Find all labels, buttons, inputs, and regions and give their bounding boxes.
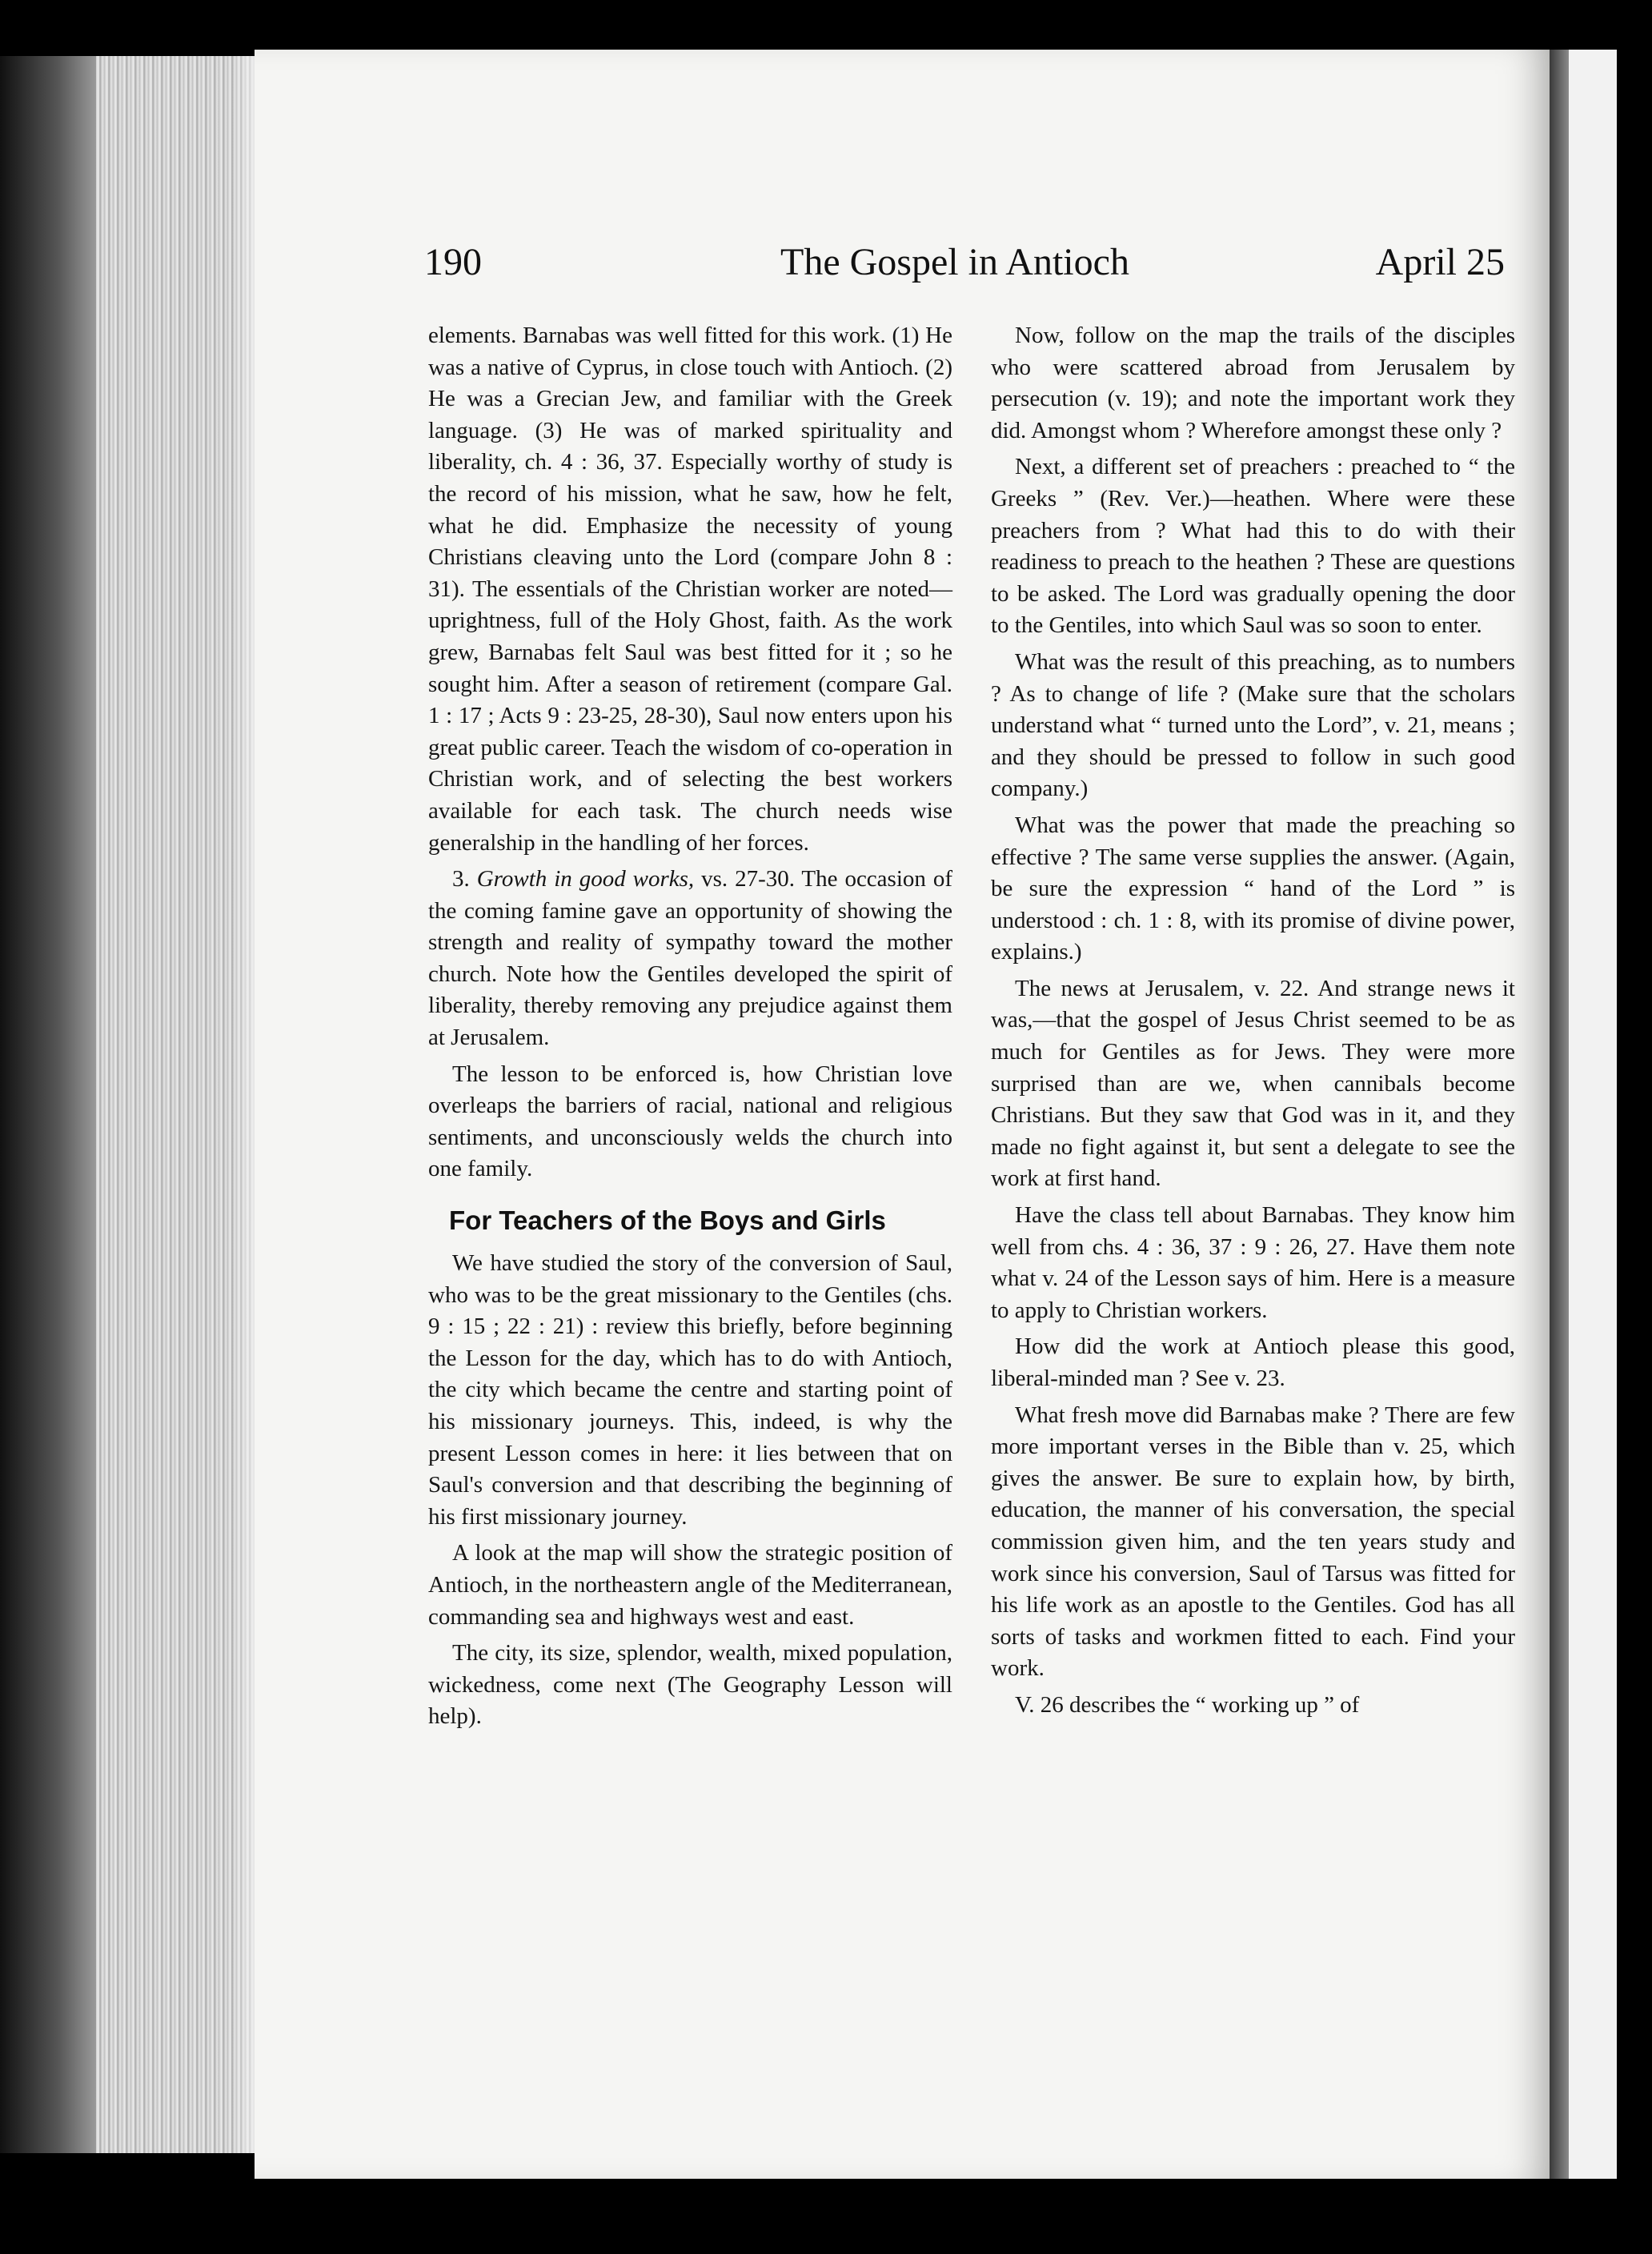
- paragraph: A look at the map will show the strategic position of Antioch, in the northeastern angle of the Mediterranean, commanding sea and highways west and east.: [428, 1540, 952, 1630]
- lesson-date: April 25: [1375, 241, 1505, 283]
- paragraph-text: vs. 27-30. The occasion of the coming famine gave an opportunity of showing the strength and reality of sympathy toward the mother church. Note how the Gentiles developed the spirit of liberality, thereby removing any prejudice against them at Jerusalem.: [428, 866, 952, 1051]
- paragraph: How did the work at Antioch please this good, liberal-minded man ? See v. 23.: [991, 1334, 1515, 1391]
- paragraph: We have studied the story of the conversion of Saul, who was to be the great missionary to the Gentiles (chs. 9 : 15 ; 22 : 21) : review this briefly, before beginning the Lesson for the day, which has to do with Antioch, the city which became the centre and starting point of his missionary journeys. This, indeed, is why the present Lesson comes in here: it lies between that on Saul's conversion and that describing the beginning of his first missionary journey.: [428, 1250, 952, 1530]
- left-column: [428, 320, 952, 1733]
- facing-page-edge: [1569, 50, 1617, 2179]
- section-heading: For Teachers of the Boys and Girls: [449, 1205, 886, 1236]
- paragraph: V. 26 describes the “ working up ” of: [1015, 1691, 1360, 1718]
- paragraph: Next, a different set of preachers : preached to “ the Greeks ” (Rev. Ver.)—heathen. Where were these preachers from ? What had this to do with their readiness to preach to the heathen ? These are questions to be asked. The Lord was gradually opening the door to the Gentiles, into which Saul was so soon to enter.: [991, 454, 1515, 639]
- paragraph: Have the class tell about Barnabas. They know him well from chs. 4 : 36, 37 : 9 : 26, 27. Have them note what v. 24 of the Lesson says of him. Here is a measure to apply to Christian workers.: [991, 1202, 1515, 1323]
- running-title: The Gospel in Antioch: [780, 241, 1129, 283]
- paragraph: What fresh move did Barnabas make ? There are few more important verses in the Bible than v. 25, which gives the answer. Be sure to explain how, by birth, education, the manner of his conversation, the special commission given him, and the ten years study and work since his conversion, Saul of Tarsus was fitted for his life work as an apostle to the Gentiles. God has all sorts of tasks and workmen fitted to each. Find your work.: [991, 1402, 1515, 1682]
- paragraph: The news at Jerusalem, v. 22. And strange news it was,—that the gospel of Jesus Christ seemed to be as much for Gentiles as for Jews. They were more surprised than are we, when cannibals become Christians. But they saw that God was in it, and they made no fight against it, but sent a delegate to see the work at first hand.: [991, 975, 1515, 1192]
- list-number: 3.: [452, 866, 477, 892]
- italic-heading: Growth in good works,: [476, 866, 695, 892]
- book-spine-shadow: [0, 56, 96, 2153]
- running-header: [424, 240, 1505, 304]
- paragraph: elements. Barnabas was well fitted for this work. (1) He was a native of Cyprus, in close touch with Antioch. (2) He was a Grecian Jew, and familiar with the Greek language. (3) He was of marked spirituality and liberality, ch. 4 : 36, 37. Especially worthy of study is the record of his mission, what he saw, how he felt, what he did. Emphasize the necessity of young Christians cleaving unto the Lord (compare John 8 : 31). The essentials of the Christian worker are noted—uprightness, full of the Holy Ghost, faith. As the work grew, Barnabas felt Saul was best fitted for it ; so he sought him. After a season of retirement (compare Gal. 1 : 17 ; Acts 9 : 23-25, 28-30), Saul now enters upon his great public career. Teach the wisdom of co-operation in Christian work, and of selecting the best workers available for each task. The church needs wise generalship in the handling of her forces.: [428, 323, 952, 856]
- paragraph: The city, its size, splendor, wealth, mixed population, wickedness, come next (The Geography Lesson will help).: [428, 1640, 952, 1730]
- page-edge-stack: [96, 56, 264, 2153]
- paragraph: Now, follow on the map the trails of the disciples who were scattered abroad from Jerusalem by persecution (v. 19); and note the important work they did. Amongst whom ? Wherefore amongst these only ?: [991, 323, 1515, 443]
- paragraph: The lesson to be enforced is, how Christian love overleaps the barriers of racial, national and religious sentiments, and unconsciously welds the church into one family.: [428, 1061, 952, 1182]
- page-number: 190: [424, 241, 482, 283]
- paragraph: [428, 864, 952, 1054]
- paragraph: What was the result of this preaching, as to numbers ? As to change of life ? (Make sure that the scholars understand what “ turned unto the Lord”, v. 21, means ; and they should be pressed to follow in such good company.): [991, 648, 1515, 802]
- page-gutter: [1550, 50, 1569, 2179]
- paragraph: What was the power that made the preaching so effective ? The same verse supplies the answer. (Again, be sure the expression “ hand of the Lord ” is understood : ch. 1 : 8, with its promise of divine power, explains.): [991, 812, 1515, 965]
- right-column: [991, 320, 1515, 1722]
